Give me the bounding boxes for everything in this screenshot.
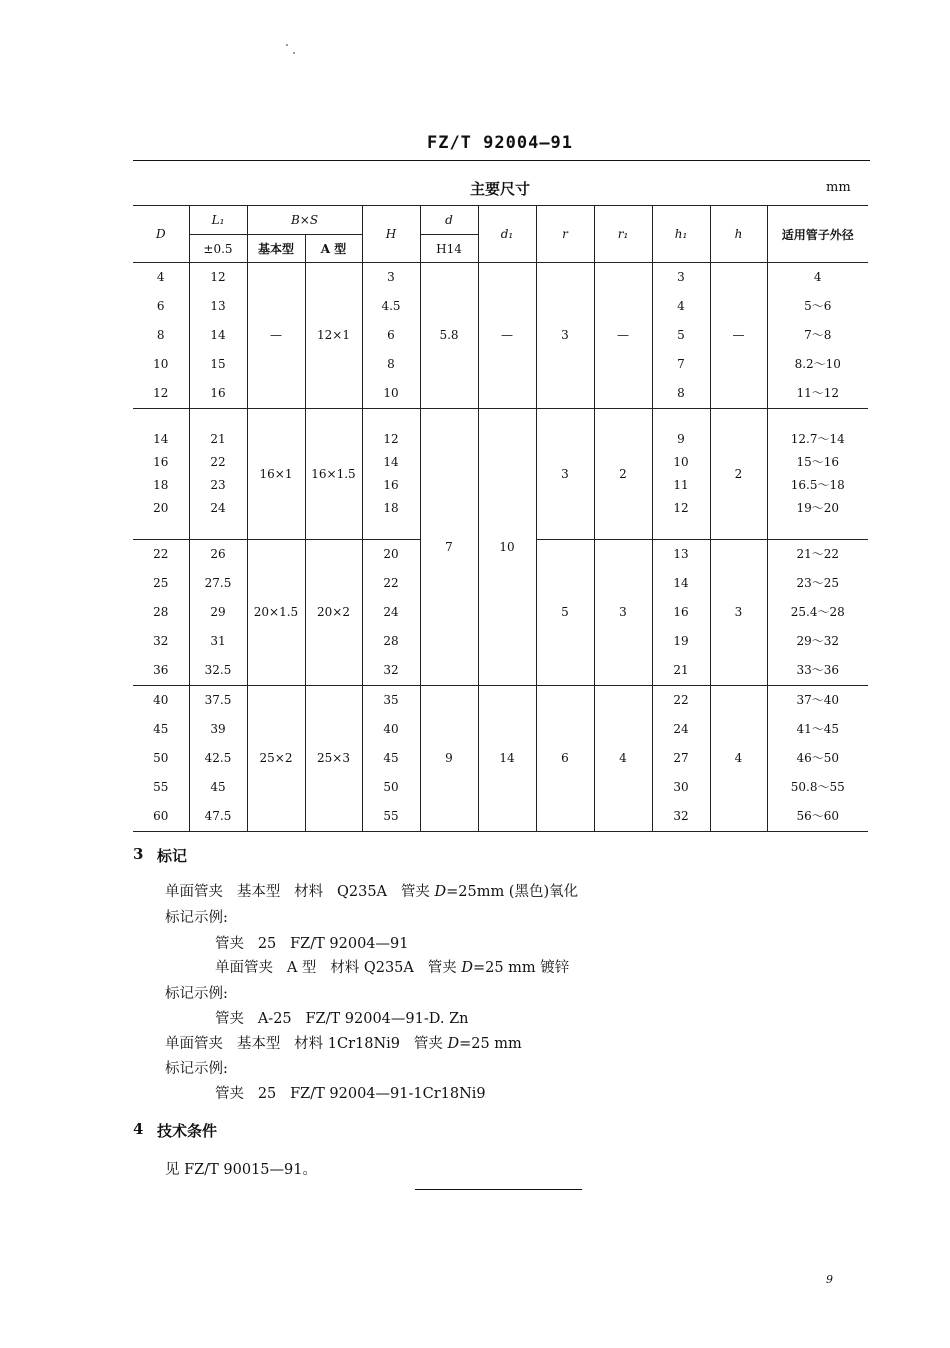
col-h: — bbox=[710, 263, 767, 409]
header-r1: r₁ bbox=[594, 206, 652, 263]
document-code: FZ/T 92004—91 bbox=[426, 133, 574, 153]
col-r1: 4 bbox=[594, 686, 652, 832]
section-3-title: 标记 bbox=[157, 847, 188, 865]
marking-example-2: 管夹 A-25 FZ/T 92004—91-D. Zn bbox=[215, 1011, 469, 1027]
section-4-title: 技术条件 bbox=[157, 1122, 218, 1140]
table-row bbox=[133, 263, 868, 409]
col-h1: 9 10 11 12 bbox=[652, 409, 710, 540]
col-H: 12 14 16 18 bbox=[362, 409, 420, 540]
col-H: 35 40 45 50 55 bbox=[362, 686, 420, 832]
col-r: 5 bbox=[536, 540, 594, 686]
col-H: 3 4.5 6 8 10 bbox=[362, 263, 420, 409]
scan-speck bbox=[286, 44, 288, 46]
marking-example-label-3: 标记示例: bbox=[165, 1061, 228, 1077]
table-title: 主要尺寸 bbox=[469, 180, 530, 198]
page-number: 9 bbox=[826, 1273, 833, 1286]
col-h: 4 bbox=[710, 686, 767, 832]
col-H: 20 22 24 28 32 bbox=[362, 540, 420, 686]
table-unit: mm bbox=[826, 180, 851, 195]
header-d-tolerance: H14 bbox=[420, 235, 478, 263]
marking-example-1: 管夹 25 FZ/T 92004—91 bbox=[215, 936, 409, 952]
technical-conditions-text: 见 FZ/T 90015—91。 bbox=[165, 1162, 317, 1178]
col-a-type: 16×1.5 bbox=[305, 409, 362, 540]
col-h1: 3 4 5 7 8 bbox=[652, 263, 710, 409]
col-h: 3 bbox=[710, 540, 767, 686]
col-basic-type: 16×1 bbox=[247, 409, 305, 540]
col-pipe-od: 21～22 23～25 25.4～28 29～32 33～36 bbox=[767, 540, 868, 686]
header-h1: h₁ bbox=[652, 206, 710, 263]
scan-speck bbox=[293, 52, 295, 54]
col-L1: 12 13 14 15 16 bbox=[189, 263, 247, 409]
header-D: D bbox=[133, 206, 189, 263]
header-rule bbox=[133, 160, 870, 161]
col-h1: 13 14 16 19 21 bbox=[652, 540, 710, 686]
table-row bbox=[133, 409, 868, 540]
section-3-number: 3 bbox=[133, 845, 144, 863]
header-pipe-od: 适用管子外径 bbox=[767, 206, 868, 263]
section-4-number: 4 bbox=[133, 1120, 144, 1138]
col-d: 9 bbox=[420, 686, 478, 832]
col-r1: — bbox=[594, 263, 652, 409]
header-L1-tolerance: ±0.5 bbox=[189, 235, 247, 263]
col-basic-type: — bbox=[247, 263, 305, 409]
end-rule bbox=[415, 1189, 582, 1190]
col-L1: 21 22 23 24 bbox=[189, 409, 247, 540]
header-d1: d₁ bbox=[478, 206, 536, 263]
col-D: 22 25 28 32 36 bbox=[133, 540, 189, 686]
col-d1: 10 bbox=[478, 409, 536, 686]
header-d: d bbox=[420, 206, 478, 235]
header-basic-type: 基本型 bbox=[247, 235, 305, 263]
col-L1: 37.5 39 42.5 45 47.5 bbox=[189, 686, 247, 832]
table-row bbox=[133, 686, 868, 832]
header-a-type: A 型 bbox=[305, 235, 362, 263]
col-a-type: 25×3 bbox=[305, 686, 362, 832]
table-group-4 bbox=[133, 686, 868, 832]
header-BxS: B×S bbox=[247, 206, 362, 235]
col-D: 4 6 8 10 12 bbox=[133, 263, 189, 409]
col-d: 5.8 bbox=[420, 263, 478, 409]
table-groups-2-3 bbox=[133, 409, 868, 686]
col-h: 2 bbox=[710, 409, 767, 540]
col-D: 14 16 18 20 bbox=[133, 409, 189, 540]
header-H: H bbox=[362, 206, 420, 263]
dimensions-table bbox=[133, 205, 868, 832]
marking-line-1: 单面管夹 基本型 材料 Q235A 管夹 D=25mm (黑色)氧化 bbox=[165, 884, 579, 900]
col-r: 6 bbox=[536, 686, 594, 832]
col-r1: 2 bbox=[594, 409, 652, 540]
col-D: 40 45 50 55 60 bbox=[133, 686, 189, 832]
col-basic-type: 20×1.5 bbox=[247, 540, 305, 686]
col-a-type: 20×2 bbox=[305, 540, 362, 686]
col-r: 3 bbox=[536, 409, 594, 540]
marking-example-label-1: 标记示例: bbox=[165, 910, 228, 926]
col-a-type: 12×1 bbox=[305, 263, 362, 409]
marking-line-2: 单面管夹 A 型 材料 Q235A 管夹 D=25 mm 镀锌 bbox=[215, 960, 570, 976]
col-pipe-od: 4 5～6 7～8 8.2～10 11～12 bbox=[767, 263, 868, 409]
col-d1: — bbox=[478, 263, 536, 409]
marking-line-3: 单面管夹 基本型 材料 1Cr18Ni9 管夹 D=25 mm bbox=[165, 1036, 522, 1052]
col-L1: 26 27.5 29 31 32.5 bbox=[189, 540, 247, 686]
col-h1: 22 24 27 30 32 bbox=[652, 686, 710, 832]
table-group-1 bbox=[133, 263, 868, 409]
marking-example-3: 管夹 25 FZ/T 92004—91-1Cr18Ni9 bbox=[215, 1086, 486, 1102]
col-d: 7 bbox=[420, 409, 478, 686]
col-pipe-od: 12.7～14 15～16 16.5～18 19～20 bbox=[767, 409, 868, 540]
col-basic-type: 25×2 bbox=[247, 686, 305, 832]
header-r: r bbox=[536, 206, 594, 263]
header-L1: L₁ bbox=[189, 206, 247, 235]
col-r1: 3 bbox=[594, 540, 652, 686]
col-d1: 14 bbox=[478, 686, 536, 832]
header-h: h bbox=[710, 206, 767, 263]
marking-example-label-2: 标记示例: bbox=[165, 986, 228, 1002]
col-pipe-od: 37～40 41～45 46～50 50.8～55 56～60 bbox=[767, 686, 868, 832]
col-r: 3 bbox=[536, 263, 594, 409]
